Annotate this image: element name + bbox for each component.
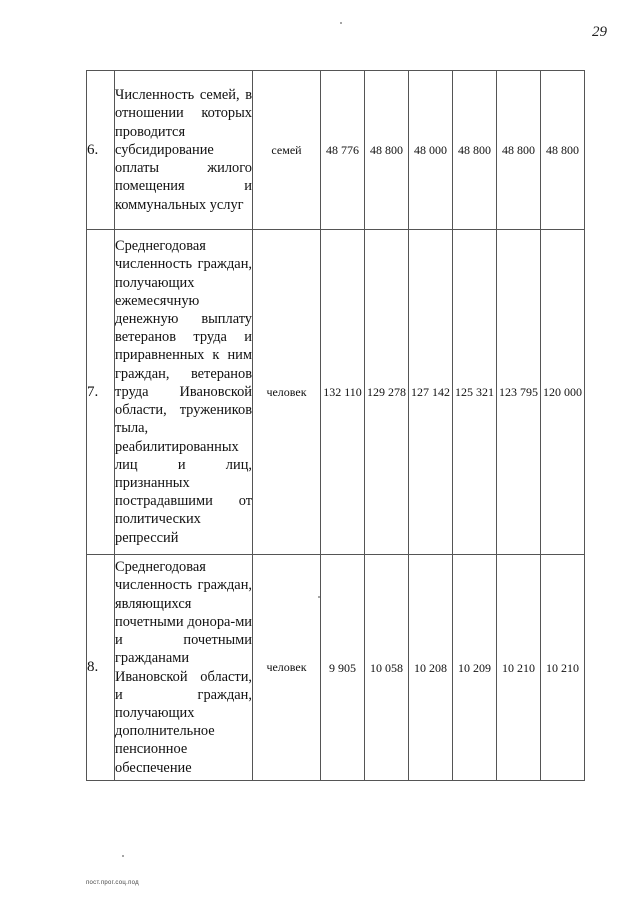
scan-speck <box>318 596 320 598</box>
value-cell: 48 776 <box>321 71 365 230</box>
table-row <box>87 555 585 781</box>
value-cell: 10 208 <box>409 555 453 781</box>
value-cell: 48 800 <box>365 71 409 230</box>
value-cell: 10 210 <box>497 555 541 781</box>
value-cell: 10 210 <box>541 555 585 781</box>
indicator-name: Среднегодовая численность граждан, являющихся почетными донора-ми и почетными гражданами Ивановской области, и граждан, получающих дополнительное пенсионное обеспечение <box>115 555 253 781</box>
value-cell: 9 905 <box>321 555 365 781</box>
unit-cell: человек <box>253 555 321 781</box>
value-cell: 120 000 <box>541 230 585 555</box>
row-number: 8. <box>87 555 115 781</box>
unit-cell: человек <box>253 230 321 555</box>
scan-speck <box>340 22 342 24</box>
indicator-name: Численность семей, в отношении которых проводится субсидирование оплаты жилого помещения и коммунальных услуг <box>115 71 253 230</box>
unit-cell: семей <box>253 71 321 230</box>
value-cell: 129 278 <box>365 230 409 555</box>
value-cell: 132 110 <box>321 230 365 555</box>
page-number: 29 <box>592 24 607 40</box>
indicators-table <box>86 70 585 781</box>
row-number: 6. <box>87 71 115 230</box>
value-cell: 125 321 <box>453 230 497 555</box>
scan-speck <box>122 855 124 857</box>
row-number: 7. <box>87 230 115 555</box>
value-cell: 123 795 <box>497 230 541 555</box>
footer-code: пост.прог.соц.под <box>86 880 139 886</box>
value-cell: 10 058 <box>365 555 409 781</box>
table-row <box>87 71 585 230</box>
table-row <box>87 230 585 555</box>
value-cell: 10 209 <box>453 555 497 781</box>
value-cell: 48 000 <box>409 71 453 230</box>
value-cell: 48 800 <box>453 71 497 230</box>
value-cell: 48 800 <box>497 71 541 230</box>
value-cell: 48 800 <box>541 71 585 230</box>
indicator-name: Среднегодовая численность граждан, получающих ежемесячную денежную выплату ветеранов труда и приравненных к ним граждан, ветеранов труда Ивановской области, тружеников тыла, реабилитированных лиц и лиц, признанных пострадавшими от политических репрессий <box>115 230 253 555</box>
value-cell: 127 142 <box>409 230 453 555</box>
